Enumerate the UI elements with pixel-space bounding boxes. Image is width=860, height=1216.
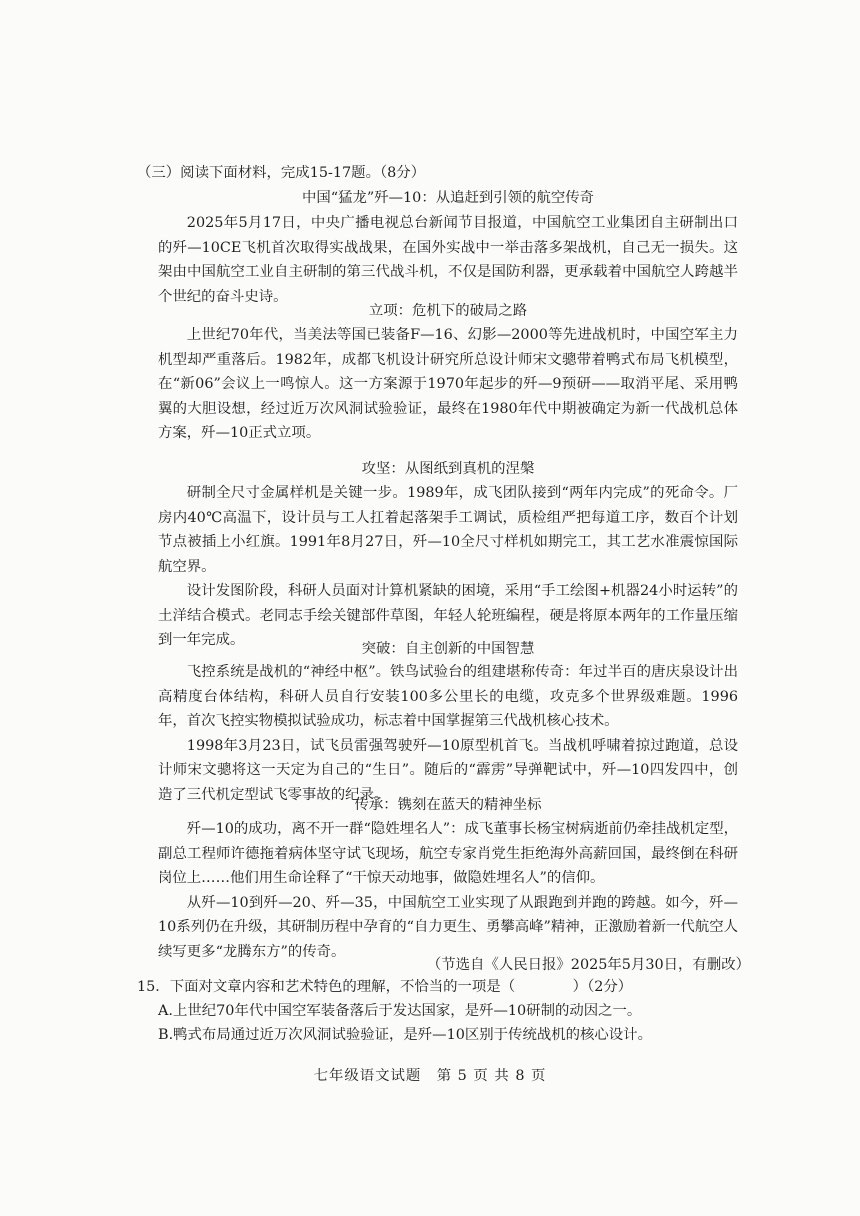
section-body bbox=[158, 660, 738, 807]
paragraph-text: 上世纪70年代，当美法等国已装备F—16、幻影—2000等先进战机时，中国空军主力机型却严重落后。1982年，成都飞机设计研究所总设计师宋文骢带着鸭式布局飞机模型，在“新06”会议上一鸣惊人。这一方案源于1970年起步的歼—9预研——取消平尾、采用鸭翼的大胆设想，经过近万次风洞试验验证，最终在1980年代中期被确定为新一代战机总体方案，歼—10正式立项。 bbox=[158, 327, 738, 441]
intro-paragraph bbox=[158, 211, 738, 309]
paragraph-text: 2025年5月17日，中央广播电视总台新闻节目报道，中国航空工业集团自主研制出口的歼—10CE飞机首次取得实战战果，在国外实战中一举击落多架战机，自己无一损失。这架由中国航空工业自主研制的第三代战斗机，不仅是国防利器，更承载着中国航空人跨越半个世纪的奋斗史诗。 bbox=[158, 215, 738, 305]
paragraph-text: 歼—10的成功，离不开一群“隐姓埋名人”：成飞董事长杨宝树病逝前仍牵挂战机定型，副总工程师许德拖着病体坚守试飞现场，航空专家肖党生拒绝海外高薪回国，最终倒在科研岗位上……他们用生命诠释了“干惊天动地事，做隐姓埋名人”的信仰。 bbox=[158, 821, 738, 886]
section-body bbox=[158, 817, 738, 964]
question-option-b: B.鸭式布局通过近万次风洞试验验证，是歼—10区别于传统战机的核心设计。 bbox=[158, 1027, 652, 1043]
section-heading: 突破：自主创新的中国智慧 bbox=[361, 641, 535, 657]
paragraph-text: 1998年3月23日，试飞员雷强驾驶歼—10原型机首飞。当战机呼啸着掠过跑道，总设计师宋文骢将这一天定为自己的“生日”。随后的“霹雳”导弹靶试中，歼—10四发四中，创造了三代机定型试飞零事故的纪录。 bbox=[158, 737, 738, 803]
source-citation: （节选自《人民日报》2025年5月30日，有删改） bbox=[426, 957, 750, 973]
section-heading: 传承：镌刻在蓝天的精神坐标 bbox=[354, 797, 542, 813]
question-option-a: A.上世纪70年代中国空军装备落后于发达国家，是歼—10研制的动因之一。 bbox=[158, 1003, 642, 1019]
paragraph-text: 研制全尺寸金属样机是关键一步。1989年，成飞团队接到“两年内完成”的死命令。厂房内40℃高温下，设计员与工人扛着起落架手工调试，质检组严把每道工序，数百个计划节点被插上小红旗。1991年8月27日，歼—10全尺寸样机如期完工，其工艺水准震惊国际航空界。 bbox=[158, 485, 738, 575]
paragraph-text: 设计发图阶段，科研人员面对计算机紧缺的困境，采用“手工绘图+机器24小时运转”的土洋结合模式。老同志手绘关键部件草图，年轻人轮班编程，硬是将原本两年的工作量压缩到一年完成。 bbox=[158, 583, 738, 648]
article-title: 中国“猛龙”歼—10：从追赶到引领的航空传奇 bbox=[301, 190, 595, 206]
paragraph-text: 飞控系统是战机的“神经中枢”。铁鸟试验台的组建堪称传奇：年过半百的唐庆泉设计出高精度台体结构，科研人员自行安装100多公里长的电缆，攻克多个世界级难题。1996年，首次飞控实物模拟试验成功，标志着中国掌握第三代战机核心技术。 bbox=[158, 664, 738, 729]
section-body bbox=[158, 323, 738, 446]
paragraph-text: 从歼—10到歼—20、歼—35，中国航空工业实现了从跟跑到并跑的跨越。如今，歼—10系列仍在升级，其研制历程中孕育的“自力更生、勇攀高峰”精神，正激励着新一代航空人续写更多“龙腾东方”的传奇。 bbox=[158, 894, 738, 960]
section-intro: （三）阅读下面材料，完成15-17题。（8分） bbox=[137, 165, 426, 181]
section-heading: 立项：危机下的破局之路 bbox=[368, 303, 528, 319]
section-body bbox=[158, 481, 738, 653]
section-heading: 攻坚：从图纸到真机的涅槃 bbox=[361, 461, 535, 477]
page-footer: 七年级语文试题 第 5 页 共 8 页 bbox=[313, 1068, 547, 1084]
question-stem: 15．下面对文章内容和艺术特色的理解，不恰当的一项是（ ）（2分） bbox=[137, 979, 633, 995]
